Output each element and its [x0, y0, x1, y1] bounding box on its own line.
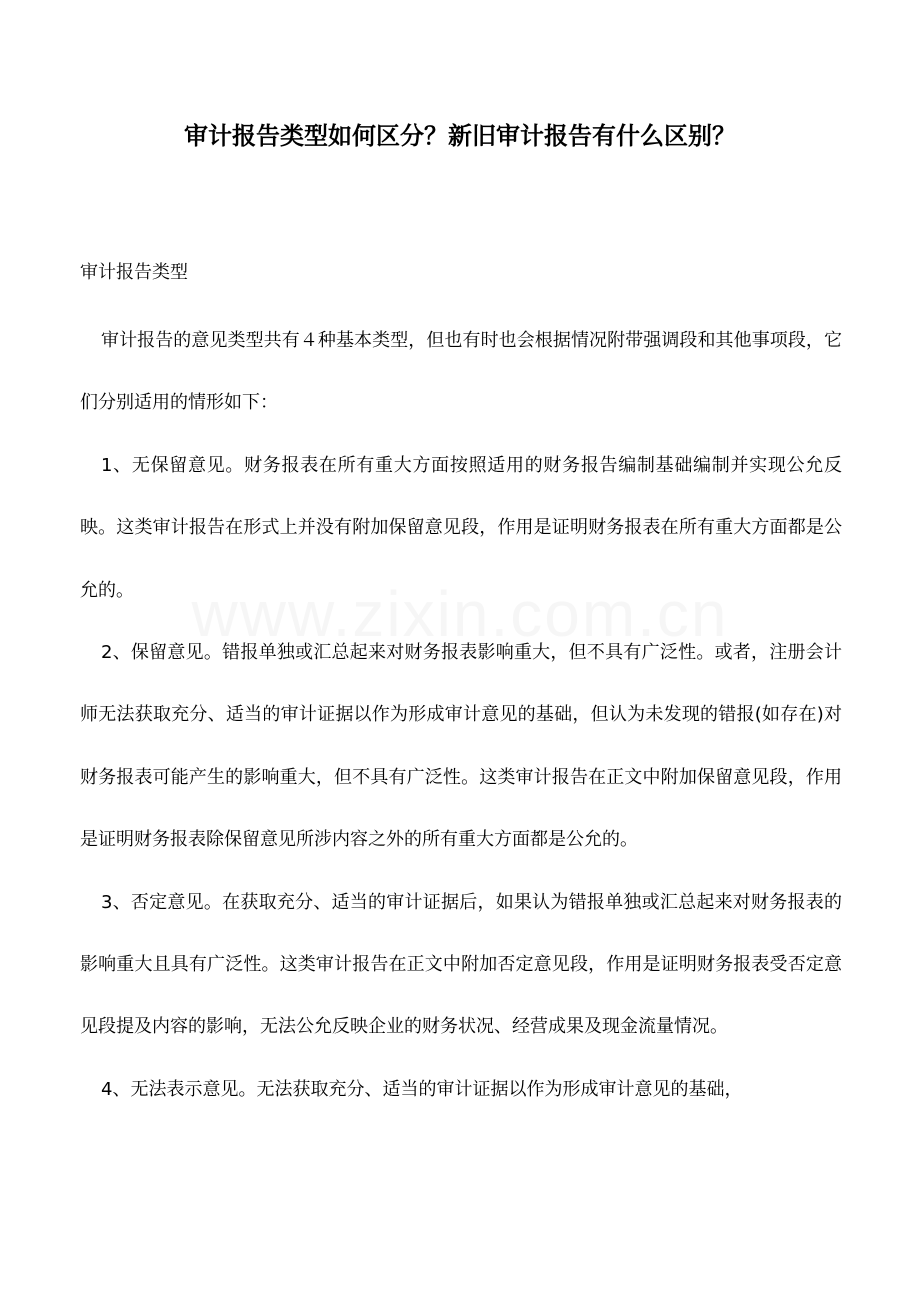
paragraph-unqualified-opinion: 1、无保留意见。财务报表在所有重大方面按照适用的财务报告编制基础编制并实现公允反映。这类审计报告在形式上并没有附加保留意见段，作用是证明财务报表在所有重大方面都是公允的。: [80, 454, 842, 601]
paragraph-adverse-opinion: 3、否定意见。在获取充分、适当的审计证据后，如果认为错报单独或汇总起来对财务报表的影响重大且具有广泛性。这类审计报告在正文中附加否定意见段，作用是证明财务报表受否定意见段提及内容的影响，无法公允反映企业的财务状况、经营成果及现金流量情况。: [80, 891, 842, 1038]
document-body: [80, 310, 842, 1121]
paragraph-intro: 审计报告的意见类型共有４种基本类型，但也有时也会根据情况附带强调段和其他事项段，它们分别适用的情形如下：: [80, 330, 842, 414]
paragraph-qualified-opinion: 2、保留意见。错报单独或汇总起来对财务报表影响重大，但不具有广泛性。或者，注册会计师无法获取充分、适当的审计证据以作为形成审计意见的基础，但认为未发现的错报(如存在)对财务报表可能产生的影响重大，但不具有广泛性。这类审计报告在正文中附加保留意见段，作用是证明财务报表除保留意见所涉内容之外的所有重大方面都是公允的。: [80, 642, 842, 851]
document-title: 审计报告类型如何区分？新旧审计报告有什么区别？: [184, 122, 736, 150]
paragraph-disclaimer-of-opinion: 4、无法表示意见。无法获取充分、适当的审计证据以作为形成审计意见的基础，: [101, 1078, 743, 1100]
section-heading: 审计报告类型: [80, 262, 188, 283]
watermark: www.zixin.com.cn: [191, 578, 729, 650]
